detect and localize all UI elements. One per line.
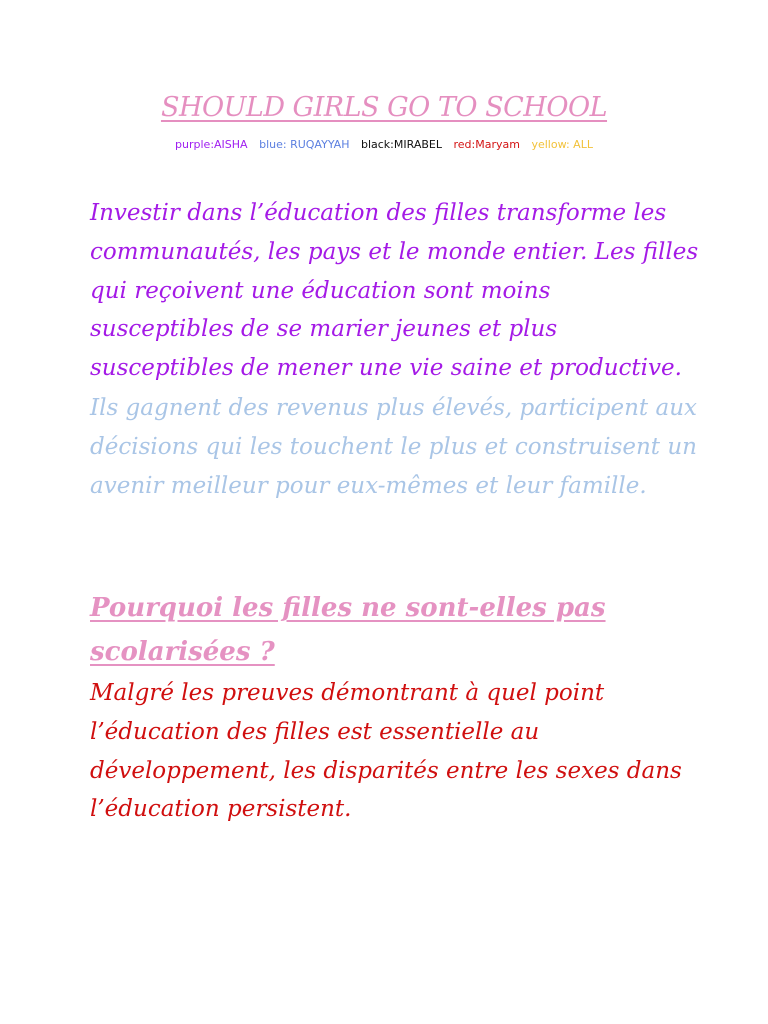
paragraph-purple: Investir dans l’éducation des filles transforme les communautés, les pays et le monde entier. Les filles qui reçoivent une éducation sont moins susceptibles de se marier jeunes et plus susceptibles de mener une vie saine et productive.	[90, 200, 699, 382]
legend-blue: blue: RUQAYYAH	[259, 138, 350, 151]
legend-purple: purple:AISHA	[175, 138, 248, 151]
legend-yellow: yellow: ALL	[531, 138, 593, 151]
color-legend	[0, 138, 768, 151]
paragraph-blue: Ils gagnent des revenus plus élevés, participent aux décisions qui les touchent le plus et construisent un avenir meilleur pour eux-mêmes et leur famille.	[90, 395, 697, 499]
document-title: SHOULD GIRLS GO TO SCHOOL	[160, 92, 608, 123]
section-heading: Pourquoi les filles ne sont-elles pas scolarisées ?	[90, 593, 606, 667]
legend-red: red:Maryam	[453, 138, 520, 151]
paragraph-red: Malgré les preuves démontrant à quel point l’éducation des filles est essentielle au développement, les disparités entre les sexes dans l’éducation persistent.	[90, 680, 682, 823]
legend-black: black:MIRABEL	[360, 138, 442, 151]
